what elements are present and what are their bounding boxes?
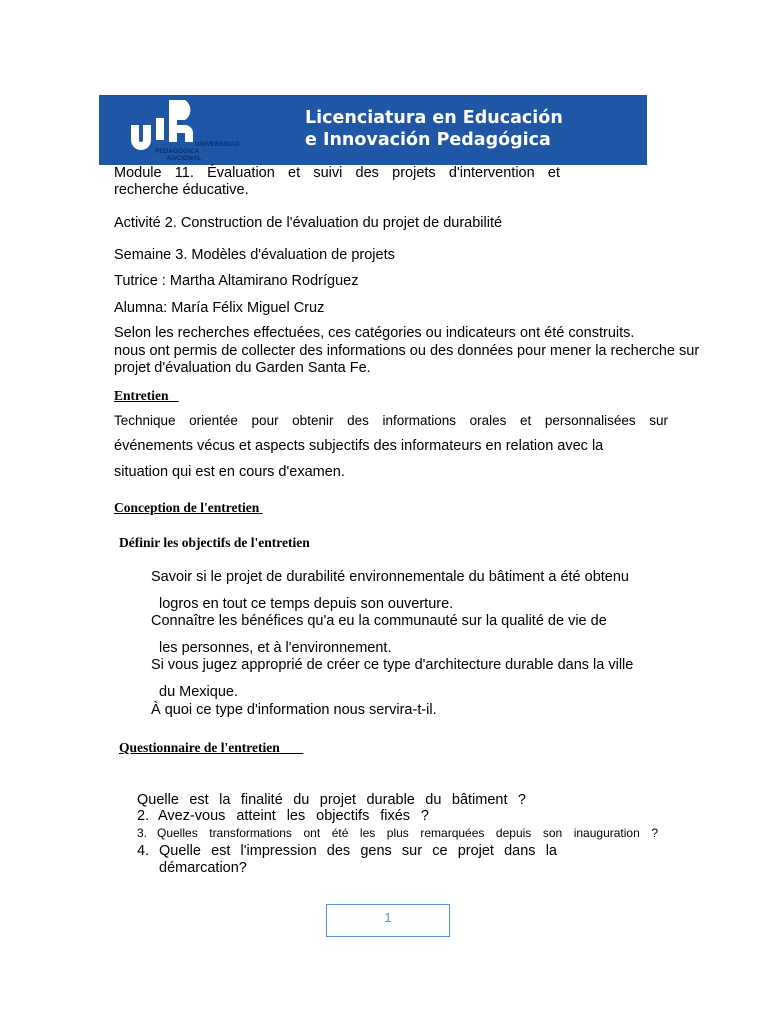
svg-text:PEDAGÓGICA: PEDAGÓGICA (155, 148, 200, 155)
student-line: Alumna: María Félix Miguel Cruz (114, 300, 325, 316)
entretien-line-1: Technique orientée pour obtenir des informations orales et personnalisées sur (114, 413, 668, 428)
question-3-num: 3. (137, 826, 148, 840)
question-4-line-2: démarcation? (159, 860, 247, 876)
intro-line-2: nous ont permis de collecter des informations ou des données pour mener la recherche sur (114, 343, 700, 359)
objective-bullet-3-cont: du Mexique. (159, 684, 238, 700)
svg-text:UNIVERSIDAD: UNIVERSIDAD (195, 141, 240, 148)
objective-bullet-3: Si vous jugez approprié de créer ce type d'architecture durable dans la ville (151, 657, 634, 673)
question-2: Avez-vous atteint les objectifs fixés ? (158, 808, 429, 824)
header-banner (99, 95, 647, 165)
banner-title: Licenciatura en Educación e Innovación Pedagógica (305, 108, 563, 150)
svg-text:NACIONAL: NACIONAL (167, 155, 202, 162)
question-3: Quelles transformations ont été les plus remarquées depuis son inauguration ? (157, 826, 658, 840)
objectifs-heading: Définir les objectifs de l'entretien (119, 535, 310, 550)
question-4-num: 4. (137, 843, 150, 859)
intro-line-1: Selon les recherches effectuées, ces catégories ou indicateurs ont été construits. (114, 325, 635, 341)
tutor-line: Tutrice : Martha Altamirano Rodríguez (114, 273, 359, 289)
objective-bullet-4: À quoi ce type d'information nous servira-t-il. (151, 702, 437, 718)
intro-line-3: projet d'évaluation du Garden Santa Fe. (114, 360, 371, 376)
question-4-line-1: Quelle est l'impression des gens sur ce projet dans la (159, 843, 557, 859)
upn-logo (111, 98, 241, 162)
entretien-heading: Entretien (114, 388, 169, 403)
entretien-line-3: situation qui est en cours d'examen. (114, 464, 345, 480)
question-2-num: 2. (137, 808, 150, 824)
activity-line: Activité 2. Construction de l'évaluation du projet de durabilité (114, 215, 503, 231)
entretien-line-2: événements vécus et aspects subjectifs des informateurs en relation avec la (114, 438, 604, 454)
objective-bullet-2: Connaître les bénéfices qu'a eu la communauté sur la qualité de vie de (151, 613, 607, 629)
conception-heading: Conception de l'entretien (114, 500, 260, 515)
page-number: 1 (326, 904, 450, 937)
week-line: Semaine 3. Modèles d'évaluation de projets (114, 247, 395, 263)
module-line-2: recherche éducative. (114, 182, 249, 198)
objective-bullet-2-cont: les personnes, et à l'environnement. (159, 640, 392, 656)
questionnaire-heading: Questionnaire de l'entretien (119, 740, 280, 755)
objective-bullet-1-cont: logros en tout ce temps depuis son ouverture. (159, 596, 454, 612)
question-1: Quelle est la finalité du projet durable du bâtiment ? (137, 792, 526, 808)
objective-bullet-1: Savoir si le projet de durabilité environnementale du bâtiment a été obtenu (151, 569, 629, 585)
module-line-1: Module 11. Évaluation et suivi des projets d'intervention et (114, 165, 560, 181)
